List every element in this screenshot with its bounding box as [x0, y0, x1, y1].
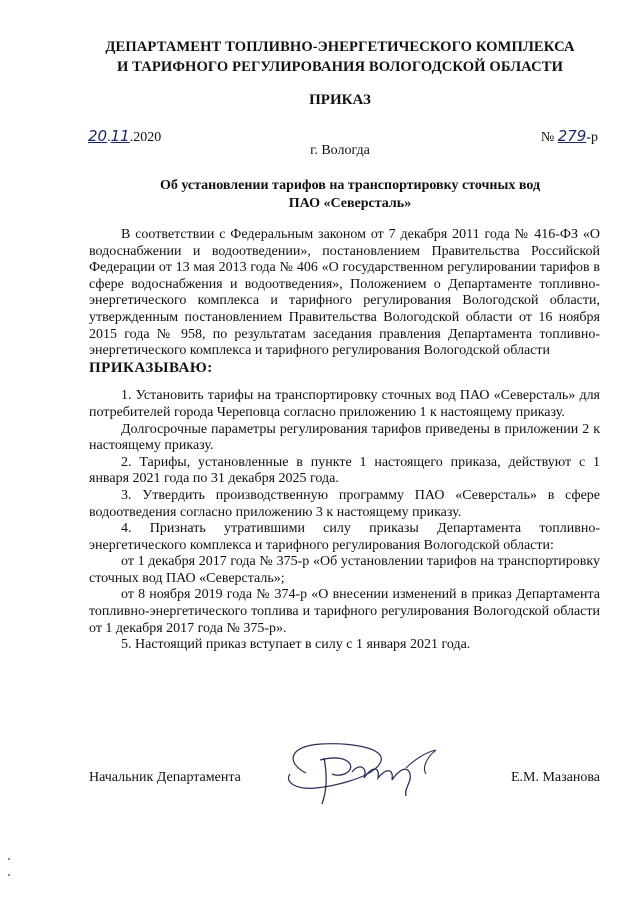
header-line-2: И ТАРИФНОГО РЕГУЛИРОВАНИЯ ВОЛОГОДСКОЙ ОБЛАСТИ: [116, 59, 564, 75]
date-sep: .: [107, 130, 111, 145]
document-body: [89, 227, 600, 654]
date-year: .2020: [129, 130, 162, 145]
date-day: 20: [88, 127, 108, 145]
date-month: 11: [110, 127, 130, 145]
order-word: ПРИКАЗЫВАЮ:: [89, 359, 213, 376]
signatory-name: Е.М. Мазанова: [510, 770, 600, 785]
preamble: В соответствии с Федеральным законом от 7 декабря 2011 года № 416-ФЗ «О водоснабжении и водоотведении», постановлением Правительства Российской Федерации от 13 мая 2013 года № 406 «О государственном регулировании тарифов в сфере водоснабжения и водоотведения», Положением о Департаменте топливно-энергетического комплекса и тарифного регулирования Вологодской области, утвержденным постановлением Правительства Вологодской области от 16 ноября 2015 года № 958, по результатам заседания правления Департамента топливно-энергетического комплекса и тарифного регулирования Вологодской области: [89, 227, 600, 359]
item-1: 1. Установить тарифы на транспортировку сточных вод ПАО «Северсталь» для потребителей города Череповца согласно приложению 1 к настоящему приказу.: [89, 388, 600, 420]
item-1-params: Долгосрочные параметры регулирования тарифов приведены в приложении 2 к настоящему приказу.: [89, 421, 600, 454]
doc-type: ПРИКАЗ: [309, 92, 371, 108]
header-line-1: ДЕПАРТАМЕНТ ТОПЛИВНО-ЭНЕРГЕТИЧЕСКОГО КОМПЛЕКСА: [105, 39, 575, 55]
number-value: 279: [557, 127, 587, 145]
item-5: 5. Настоящий приказ вступает в силу с 1 января 2021 года.: [121, 637, 471, 653]
item-4-order-a: от 1 декабря 2017 года № 375-р «Об установлении тарифов на транспортировку сточных вод ПАО «Северсталь»;: [89, 554, 600, 586]
item-2: 2. Тарифы, установленные в пункте 1 настоящего приказа, действуют с 1 января 2021 года по 31 декабря 2025 года.: [89, 454, 600, 487]
document-title: [90, 177, 610, 213]
title-line-2: ПАО «Северсталь»: [288, 196, 412, 211]
item-4: 4. Признать утратившими силу приказы Департамента топливно-энергетического комплекса и тарифного регулирования Вологодской области:: [89, 521, 600, 553]
number-suffix: -р: [586, 130, 598, 145]
department-header: [60, 37, 620, 77]
handwritten-signature: [276, 738, 456, 808]
city: г. Вологда: [310, 143, 370, 158]
number-prefix: №: [540, 130, 558, 145]
item-3: 3. Утвердить производственную программу ПАО «Северсталь» в сфере водоотведения согласно приложению 3 к настоящему приказу.: [89, 487, 600, 520]
item-4-order-b: от 8 ноября 2019 года № 374-р «О внесении изменений в приказ Департамента топливно-энергетического топлива и тарифного регулирования Вологодской области от 1 декабря 2017 года № 375-р».: [89, 587, 600, 636]
scan-speck: [8, 874, 10, 876]
scan-speck: [8, 858, 10, 860]
title-line-1: Об установлении тарифов на транспортировку сточных вод: [159, 178, 541, 193]
signatory-position: Начальник Департамента: [89, 770, 241, 785]
